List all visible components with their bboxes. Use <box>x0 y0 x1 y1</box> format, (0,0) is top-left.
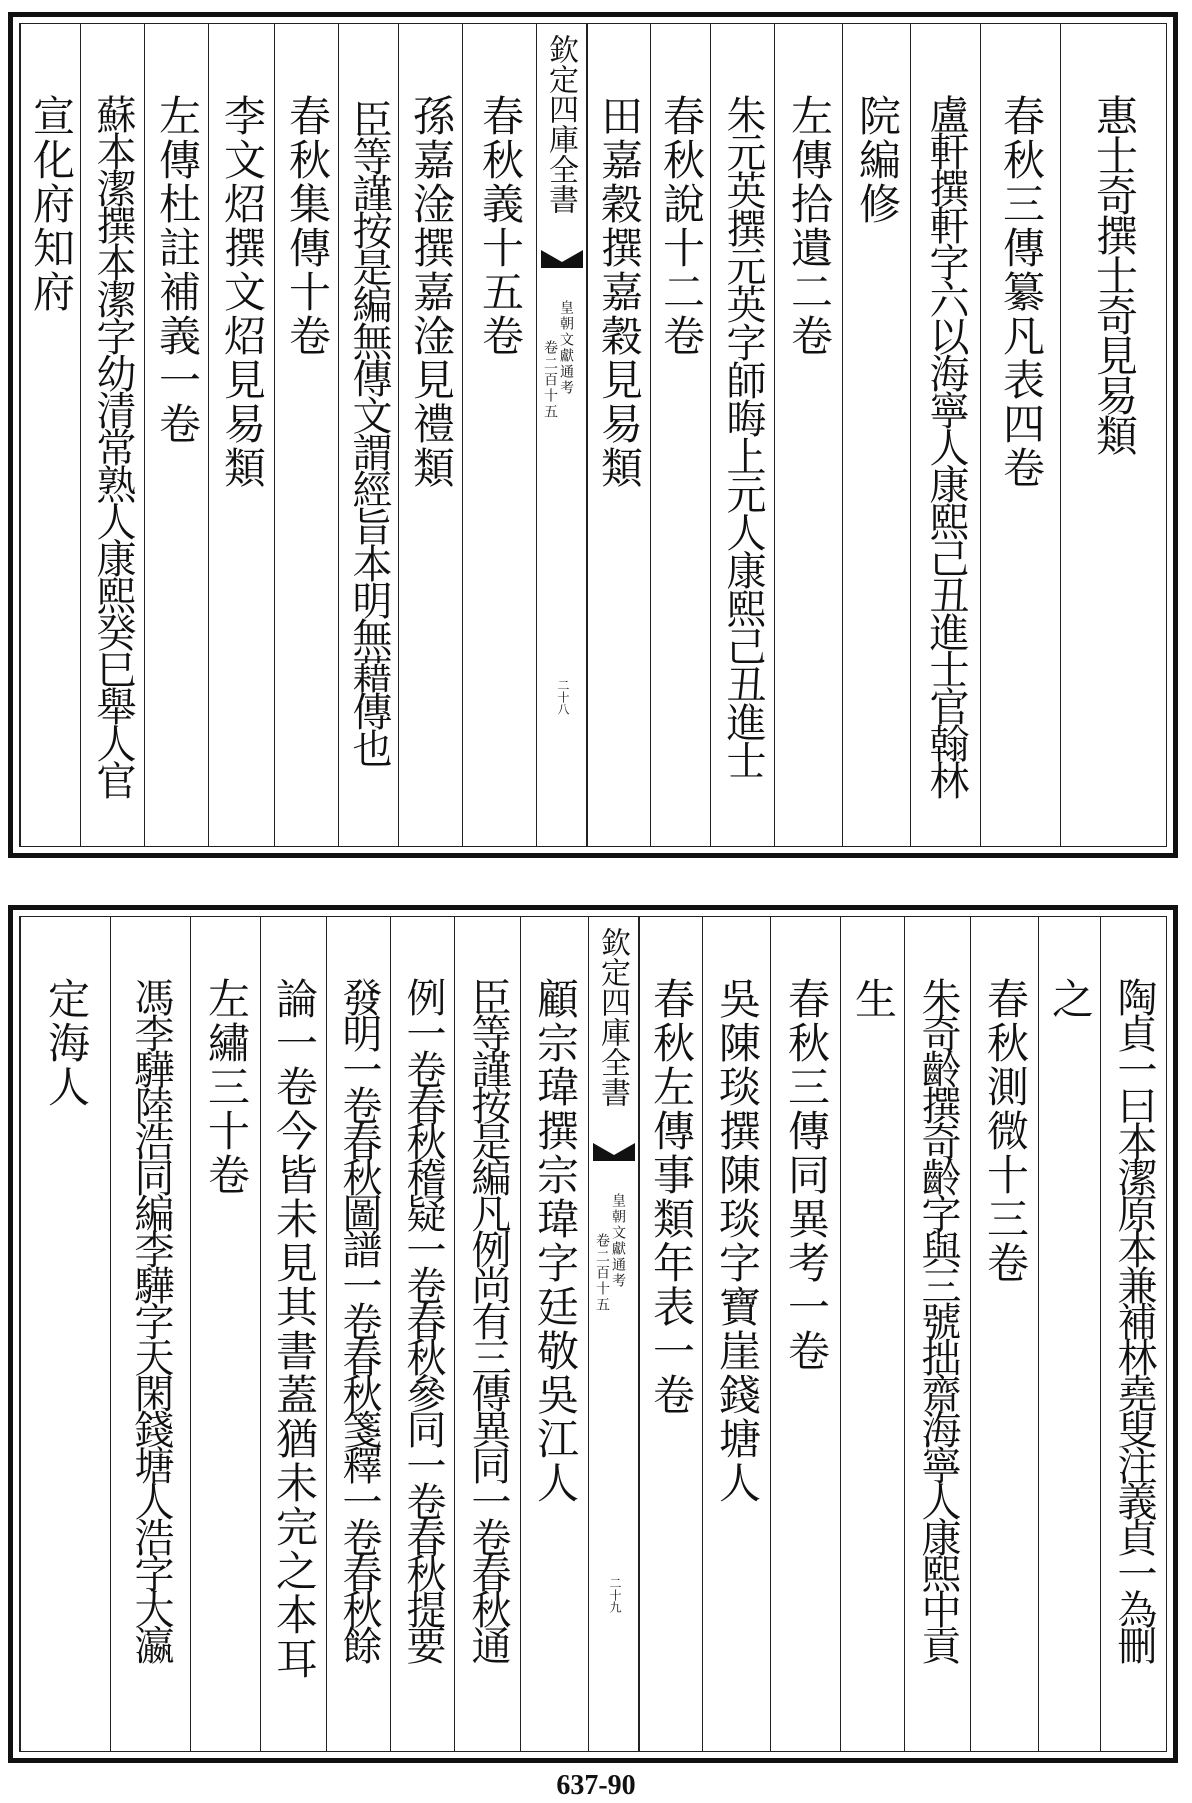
bottom-sub-volume: 卷二百十五 <box>594 1233 610 1313</box>
bottom-text-r5: 生 <box>849 977 898 1021</box>
bottom-text-r8: 春秋左傳事類年表一卷 <box>647 977 696 1417</box>
top-text-r7: 春秋說十二卷 <box>657 94 706 358</box>
top-page <box>8 12 1178 858</box>
bottom-col-r6 <box>770 917 841 1751</box>
top-col-r7 <box>650 24 711 846</box>
top-col-l1 <box>462 24 537 846</box>
bottom-sub-title: 皇朝文獻通考 <box>610 1193 626 1289</box>
bottom-text-r4: 朱奇齡撰奇齡字與三號拙齋海寧人康熙中貢 <box>915 977 961 1661</box>
bottom-col-r8 <box>638 917 703 1751</box>
bottom-col-r4 <box>904 917 971 1751</box>
bottom-col-l5 <box>260 917 327 1751</box>
top-text-l7: 蘇本潔撰本潔字幼清常熟人康熙癸巳舉人官 <box>90 94 136 797</box>
top-sub-volume: 卷二百十五 <box>542 340 558 420</box>
fish-tail-icon <box>593 1143 635 1161</box>
bottom-col-r2 <box>1038 917 1101 1751</box>
bottom-col-l7 <box>110 917 191 1751</box>
top-col-l2 <box>398 24 463 846</box>
top-text-l3: 臣等謹按是編無傳文謂經旨本明無藉傳也 <box>346 99 392 765</box>
bottom-col-l2 <box>454 917 521 1751</box>
top-center-column <box>536 24 588 846</box>
bottom-text-l5: 論一卷今皆未見其書蓋猶未完之本耳 <box>270 977 319 1681</box>
top-text-r1: 惠士奇撰士奇見易類 <box>1090 94 1139 454</box>
top-col-r2 <box>980 24 1061 846</box>
top-col-r1 <box>1060 24 1167 846</box>
bottom-text-l4: 發明一卷春秋圖譜一卷春秋箋釋一卷春秋餘 <box>336 977 382 1661</box>
top-col-r8 <box>586 24 651 846</box>
top-col-r6 <box>710 24 775 846</box>
bottom-col-r3 <box>970 917 1039 1751</box>
top-sub-title: 皇朝文獻通考 <box>558 300 574 396</box>
bottom-text-l3: 例一卷春秋稽疑一卷春秋參同一卷春秋提要 <box>400 977 446 1661</box>
top-col-l4 <box>274 24 339 846</box>
bottom-text-l7: 馮李驊陸浩同編李驊字天閑錢塘人浩字大瀛 <box>128 977 174 1661</box>
top-col-l7 <box>80 24 145 846</box>
top-text-l6: 左傳杜註補義一卷 <box>153 94 202 446</box>
bottom-text-l2: 臣等謹按是編凡例尚有三傳異同一卷春秋通 <box>465 977 511 1661</box>
page-number: 637-90 <box>556 1770 636 1801</box>
bottom-text-r1: 陶貞一曰本潔原本兼補林堯叟注義貞一為刪 <box>1111 977 1157 1661</box>
top-col-r5 <box>774 24 843 846</box>
top-header-title: 欽定四庫全書 <box>543 34 578 214</box>
bottom-col-l1 <box>520 917 589 1751</box>
top-page-frame <box>19 23 1167 847</box>
bottom-text-l8: 定海人 <box>42 977 91 1109</box>
top-col-l8 <box>20 24 81 846</box>
top-text-l2: 孫嘉淦撰嘉淦見禮類 <box>407 94 456 490</box>
top-text-r5: 左傳拾遺二卷 <box>785 94 834 358</box>
bottom-col-l4 <box>326 917 391 1751</box>
top-col-r4 <box>842 24 911 846</box>
top-text-l4: 春秋集傳十卷 <box>283 94 332 358</box>
top-text-l5: 李文炤撰文炤見易類 <box>218 94 267 490</box>
top-col-l3 <box>338 24 399 846</box>
top-text-l8: 宣化府知府 <box>27 94 76 314</box>
top-folio: 二十八 <box>556 679 570 715</box>
bottom-text-l1: 顧宗瑋撰宗瑋字廷敬吳江人 <box>531 977 580 1505</box>
bottom-text-r2: 之 <box>1046 977 1095 1021</box>
bottom-text-r3: 春秋測微十三卷 <box>981 977 1030 1285</box>
top-text-r6: 朱元英撰元英字師晦上元人康熙己丑進士 <box>720 94 766 778</box>
bottom-col-r5 <box>840 917 905 1751</box>
top-text-r3: 盧軒撰軒字六以海寧人康熙己丑進士官翰林 <box>923 94 969 797</box>
fish-tail-icon <box>541 250 583 268</box>
bottom-center-column <box>588 917 640 1751</box>
bottom-col-l8 <box>20 917 111 1751</box>
bottom-page <box>8 905 1178 1763</box>
top-col-l5 <box>208 24 275 846</box>
top-col-l6 <box>144 24 209 846</box>
top-col-r3 <box>910 24 981 846</box>
bottom-text-r6: 春秋三傳同異考一卷 <box>782 977 831 1373</box>
bottom-col-r1 <box>1100 917 1167 1751</box>
bottom-col-l3 <box>390 917 455 1751</box>
bottom-col-l6 <box>190 917 261 1751</box>
bottom-text-r7: 吳陳琰撰陳琰字寶崖錢塘人 <box>713 977 762 1505</box>
top-text-r4: 院編修 <box>853 94 902 226</box>
top-text-r2: 春秋三傳纂凡表四卷 <box>997 94 1046 490</box>
bottom-col-r7 <box>702 917 771 1751</box>
bottom-text-l6: 左繡三十卷 <box>202 977 251 1197</box>
top-text-r8: 田嘉穀撰嘉穀見易類 <box>595 94 644 490</box>
bottom-folio: 二十九 <box>608 1577 622 1613</box>
top-text-l1: 春秋義十五卷 <box>476 94 525 358</box>
bottom-page-frame <box>19 916 1167 1752</box>
bottom-header-title: 欽定四庫全書 <box>595 927 630 1107</box>
